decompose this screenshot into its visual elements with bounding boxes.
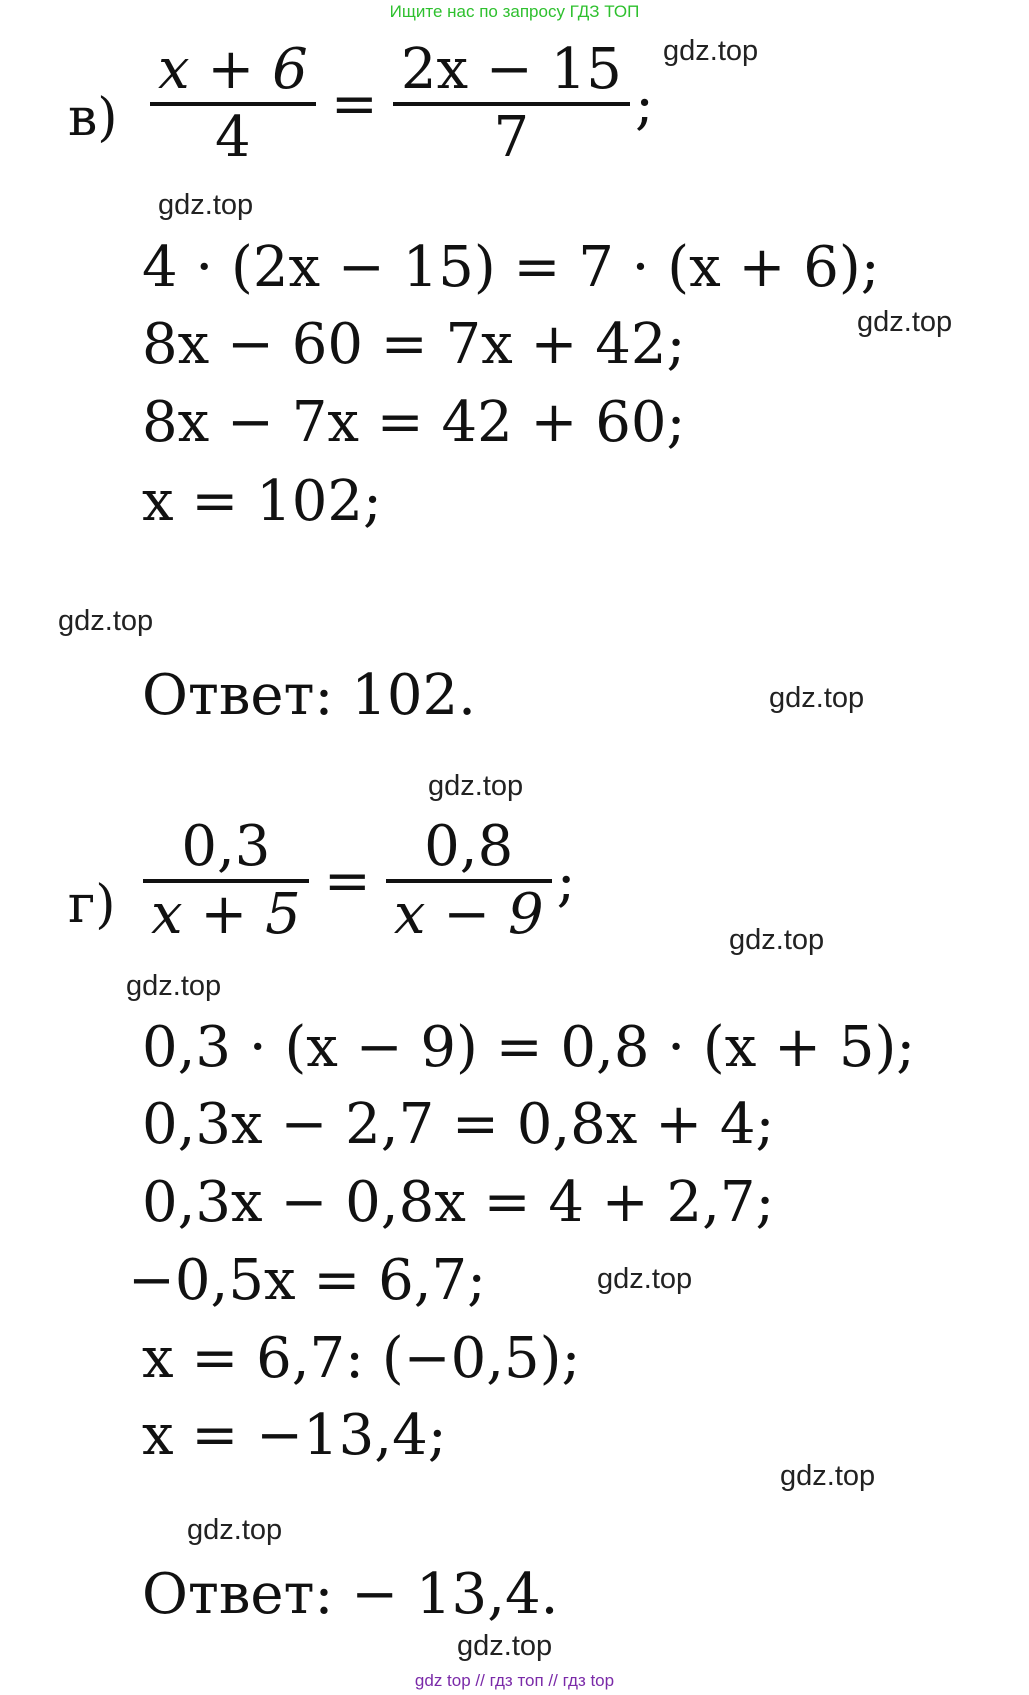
watermark: gdz.top [597, 1263, 693, 1295]
part-v-step-1: 4 · (2x − 15) = 7 · (x + 6); [142, 235, 880, 300]
part-g-step-3: 0,3x − 0,8x = 4 + 2,7; [142, 1170, 775, 1235]
part-v-lhs-denominator: 4 [215, 105, 251, 171]
watermark: gdz.top [857, 306, 953, 338]
watermark: gdz.top [780, 1460, 876, 1492]
part-g-step-6: x = −13,4; [142, 1403, 447, 1468]
part-g-equation [143, 815, 576, 948]
part-v-step-3: 8x − 7x = 42 + 60; [142, 390, 686, 455]
part-g-lhs-fraction [143, 815, 309, 948]
part-g-step-5: x = 6,7: (−0,5); [142, 1326, 581, 1391]
watermark: gdz.top [158, 189, 254, 221]
part-v-label: в) [68, 88, 118, 148]
part-g-rhs-denominator: x − 9 [393, 882, 544, 948]
part-v-answer: Ответ: 102. [142, 663, 476, 728]
part-g-step-2: 0,3x − 2,7 = 0,8x + 4; [142, 1092, 775, 1157]
part-g-lhs-denominator: x + 5 [151, 882, 301, 948]
watermark: gdz.top [457, 1630, 553, 1662]
watermark: gdz.top [769, 682, 865, 714]
watermark: gdz.top [428, 770, 524, 802]
watermark: gdz.top [126, 970, 222, 1002]
watermark: gdz.top [58, 605, 154, 637]
part-g-step-1: 0,3 · (x − 9) = 0,8 · (x + 5); [142, 1015, 916, 1080]
equals-sign: = [330, 71, 378, 137]
part-v-rhs-numerator: 2x − 15 [400, 37, 622, 102]
semicolon: ; [556, 848, 576, 914]
part-g-step-4: −0,5x = 6,7; [128, 1248, 487, 1313]
part-v-lhs-numerator: x + 6 [158, 37, 308, 102]
part-g-label: г) [68, 875, 116, 935]
watermark: gdz.top [187, 1514, 283, 1546]
equals-sign: = [323, 848, 371, 914]
watermark: gdz.top [663, 35, 759, 67]
part-v-rhs-fraction [393, 38, 630, 171]
part-g-lhs-numerator: 0,3 [181, 814, 271, 879]
part-v-lhs-fraction [150, 38, 316, 171]
footer-text: gdz top // гдз топ // гдз top [414, 1671, 615, 1690]
part-v-step-2: 8x − 60 = 7x + 42; [142, 312, 686, 377]
part-v-rhs-denominator: 7 [493, 105, 530, 171]
watermark: gdz.top [729, 924, 825, 956]
part-g-answer: Ответ: − 13,4. [142, 1562, 559, 1627]
search-banner: Ищите нас по запросу ГДЗ ТОП [389, 2, 640, 21]
part-g-rhs-fraction [386, 815, 552, 948]
semicolon: ; [634, 71, 654, 137]
part-v-equation [150, 38, 654, 171]
part-g-rhs-numerator: 0,8 [424, 814, 514, 879]
part-v-step-4: x = 102; [142, 469, 382, 534]
